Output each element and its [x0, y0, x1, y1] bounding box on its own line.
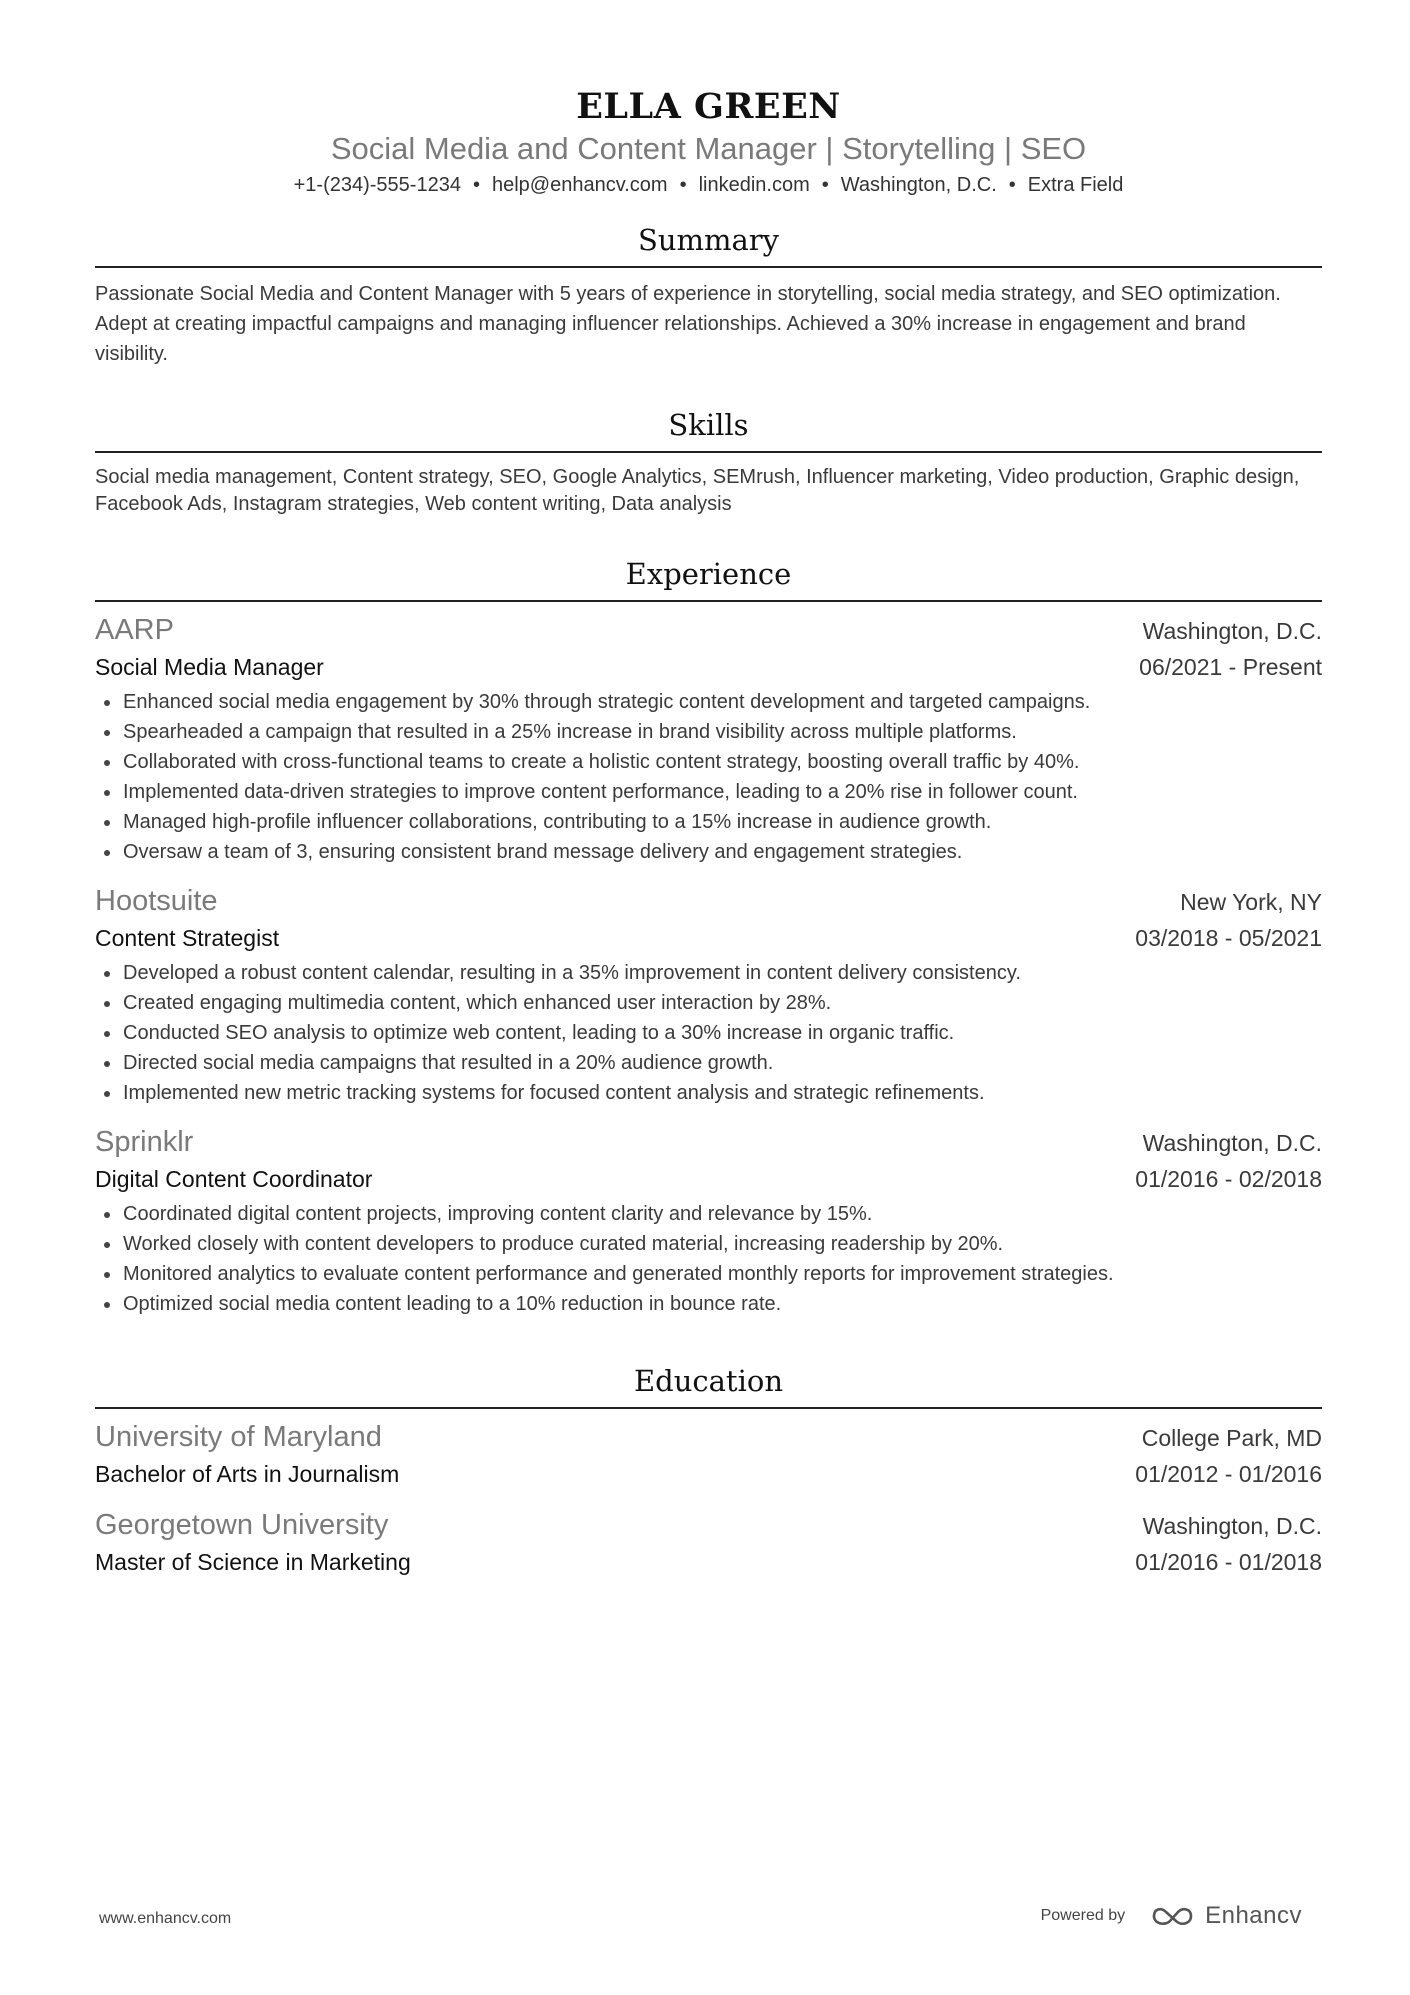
- list-item: Oversaw a team of 3, ensuring consistent brand message delivery and engagement strategies.: [95, 837, 1322, 867]
- entry-header-row: [95, 881, 1322, 921]
- email[interactable]: help@enhancv.com: [491, 174, 668, 196]
- job-role: Digital Content Coordinator: [95, 1166, 373, 1192]
- section-heading-skills: Skills: [668, 408, 749, 442]
- job-location: Washington, D.C.: [1142, 1130, 1322, 1156]
- school-location: Washington, D.C.: [1142, 1513, 1322, 1539]
- education-section: [95, 1363, 1322, 1579]
- list-item: Created engaging multimedia content, which enhanced user interaction by 28%.: [95, 988, 1322, 1018]
- company-name: Hootsuite: [95, 885, 218, 917]
- location: Washington, D.C.: [840, 174, 997, 196]
- candidate-title: Social Media and Content Manager | Storytelling | SEO: [330, 131, 1087, 166]
- job-bullets: [95, 1199, 1322, 1319]
- experience-entry: [95, 1122, 1322, 1319]
- experience-entry: [95, 610, 1322, 867]
- list-item: Monitored analytics to evaluate content performance and generated monthly reports for improvement strategies.: [95, 1259, 1322, 1289]
- entry-subheader-row: [95, 921, 1322, 955]
- section-heading-education: Education: [633, 1364, 783, 1398]
- summary-text: Passionate Social Media and Content Manager with 5 years of experience in storytelling, social media strategy, and SEO optimization. Adept at creating impactful campaigns and managing influencer relationships. Achieved a 30% increase in engagement and brand visibility.: [95, 283, 1281, 365]
- education-entry: [95, 1417, 1322, 1491]
- job-role: Content Strategist: [95, 925, 280, 951]
- section-divider: [95, 600, 1322, 602]
- entry-subheader-row: [95, 1457, 1322, 1491]
- section-divider: [95, 266, 1322, 268]
- bullet-separator: •: [1008, 174, 1016, 196]
- list-item: Directed social media campaigns that resulted in a 20% audience growth.: [95, 1048, 1322, 1078]
- experience-section: [95, 556, 1322, 1319]
- job-dates: 01/2016 - 02/2018: [1135, 1166, 1322, 1192]
- list-item: Conducted SEO analysis to optimize web content, leading to a 30% increase in organic traffic.: [95, 1018, 1322, 1048]
- resume-content: [95, 0, 1322, 1579]
- section-divider: [95, 1407, 1322, 1409]
- phone: +1-(234)-555-1234: [293, 174, 461, 196]
- enhancv-logo-icon: [1151, 1904, 1197, 1928]
- job-dates: 06/2021 - Present: [1139, 654, 1322, 680]
- education-dates: 01/2016 - 01/2018: [1135, 1549, 1322, 1575]
- section-heading-experience: Experience: [625, 557, 792, 591]
- education-dates: 01/2012 - 01/2016: [1135, 1461, 1322, 1487]
- entry-header-row: [95, 1122, 1322, 1162]
- degree: Bachelor of Arts in Journalism: [95, 1461, 400, 1487]
- job-dates: 03/2018 - 05/2021: [1135, 925, 1322, 951]
- resume-header: [95, 0, 1322, 198]
- list-item: Optimized social media content leading to a 10% reduction in bounce rate.: [95, 1289, 1322, 1319]
- summary-section: [95, 222, 1322, 369]
- education-entry: [95, 1505, 1322, 1579]
- company-name: Sprinklr: [95, 1126, 194, 1158]
- bullet-separator: •: [472, 174, 480, 196]
- contact-line: [95, 172, 1322, 198]
- footer-website[interactable]: www.enhancv.com: [99, 1910, 232, 1927]
- entry-subheader-row: [95, 1545, 1322, 1579]
- entry-header-row: [95, 1417, 1322, 1457]
- candidate-name: ELLA GREEN: [576, 86, 841, 127]
- skills-section: [95, 407, 1322, 518]
- list-item: Managed high-profile influencer collaborations, contributing to a 15% increase in audience growth.: [95, 807, 1322, 837]
- bullet-separator: •: [679, 174, 687, 196]
- school-name: Georgetown University: [95, 1509, 389, 1541]
- entry-header-row: [95, 1505, 1322, 1545]
- list-item: Collaborated with cross-functional teams to create a holistic content strategy, boosting overall traffic by 40%.: [95, 747, 1322, 777]
- school-location: College Park, MD: [1141, 1425, 1322, 1451]
- list-item: Worked closely with content developers to produce curated material, increasing readership by 20%.: [95, 1229, 1322, 1259]
- section-divider: [95, 451, 1322, 453]
- linkedin[interactable]: linkedin.com: [698, 174, 810, 196]
- list-item: Implemented new metric tracking systems for focused content analysis and strategic refinements.: [95, 1078, 1322, 1108]
- degree: Master of Science in Marketing: [95, 1549, 411, 1575]
- job-bullets: [95, 687, 1322, 867]
- list-item: Enhanced social media engagement by 30% through strategic content development and targeted campaigns.: [95, 687, 1322, 717]
- entry-subheader-row: [95, 650, 1322, 684]
- powered-by-label: Powered by: [1040, 1907, 1126, 1924]
- experience-entry: [95, 881, 1322, 1108]
- job-location: Washington, D.C.: [1142, 618, 1322, 644]
- entry-subheader-row: [95, 1162, 1322, 1196]
- bullet-separator: •: [821, 174, 829, 196]
- job-bullets: [95, 958, 1322, 1108]
- list-item: Developed a robust content calendar, resulting in a 35% improvement in content delivery consistency.: [95, 958, 1322, 988]
- job-role: Social Media Manager: [95, 654, 324, 680]
- enhancv-logo-text: Enhancv: [1205, 1902, 1302, 1929]
- company-name: AARP: [95, 614, 174, 646]
- school-name: University of Maryland: [95, 1421, 382, 1453]
- list-item: Spearheaded a campaign that resulted in a 25% increase in brand visibility across multiple platforms.: [95, 717, 1322, 747]
- footer-branding: [1041, 1902, 1302, 1930]
- list-item: Implemented data-driven strategies to improve content performance, leading to a 20% rise in follower count.: [95, 777, 1322, 807]
- section-heading-summary: Summary: [637, 223, 780, 257]
- job-location: New York, NY: [1180, 889, 1322, 915]
- entry-header-row: [95, 610, 1322, 650]
- extra-field: Extra Field: [1027, 174, 1124, 196]
- list-item: Coordinated digital content projects, improving content clarity and relevance by 15%.: [95, 1199, 1322, 1229]
- skills-text: Social media management, Content strategy, SEO, Google Analytics, SEMrush, Influencer marketing, Video production, Graphic design, Facebook Ads, Instagram strategies, Web content writing, Data analysis: [95, 466, 1300, 515]
